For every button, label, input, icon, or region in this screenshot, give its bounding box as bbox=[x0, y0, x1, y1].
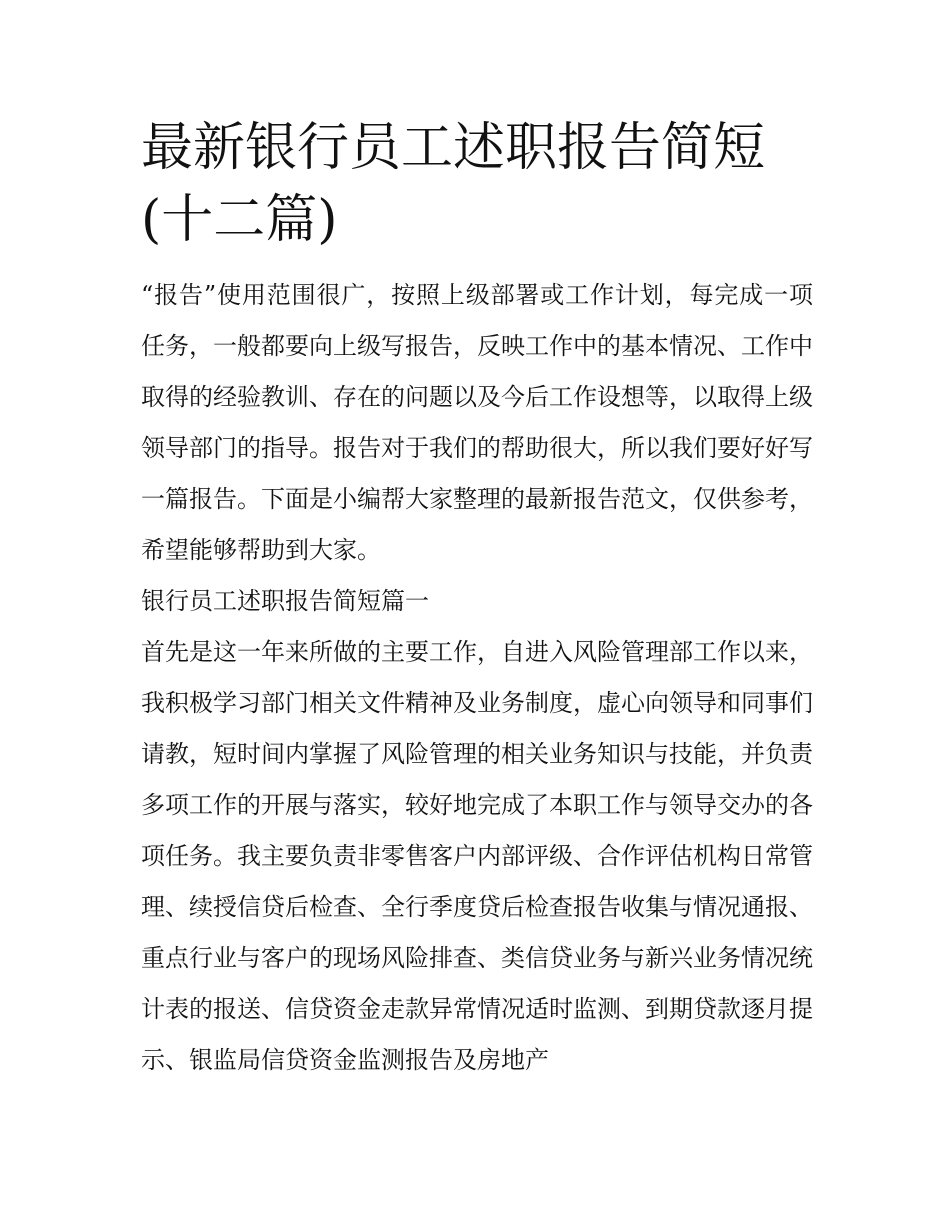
intro-paragraph: “报告”使用范围很广，按照上级部署或工作计划，每完成一项任务，一般都要向上级写报告，反映工作中的基本情况、工作中取得的经验教训、存在的问题以及今后工作设想等，以取得上级领导部门的指导。报告对于我们的帮助很大，所以我们要好好写一篇报告。下面是小编帮大家整理的最新报告范文，仅供参考，希望能够帮助到大家。 bbox=[141, 281, 813, 564]
section-1 bbox=[141, 576, 813, 1086]
document-title: 最新银行员工述职报告简短(十二篇) bbox=[141, 118, 766, 250]
section-heading: 银行员工述职报告简短篇一 bbox=[141, 587, 429, 615]
document-page bbox=[141, 112, 813, 1086]
section-body: 首先是这一年来所做的主要工作，自进入风险管理部工作以来，我积极学习部门相关文件精神及业务制度，虚心向领导和同事们请教，短时间内掌握了风险管理的相关业务知识与技能，并负责多项工作的开展与落实，较好地完成了本职工作与领导交办的各项任务。我主要负责非零售客户内部评级、合作评估机构日常管理、续授信贷后检查、全行季度贷后检查报告收集与情况通报、重点行业与客户的现场风险排查、类信贷业务与新兴业务情况统计表的报送、信贷资金走款异常情况适时监测、到期贷款逐月提示、银监局信贷资金监测报告及房地产 bbox=[141, 638, 813, 1074]
